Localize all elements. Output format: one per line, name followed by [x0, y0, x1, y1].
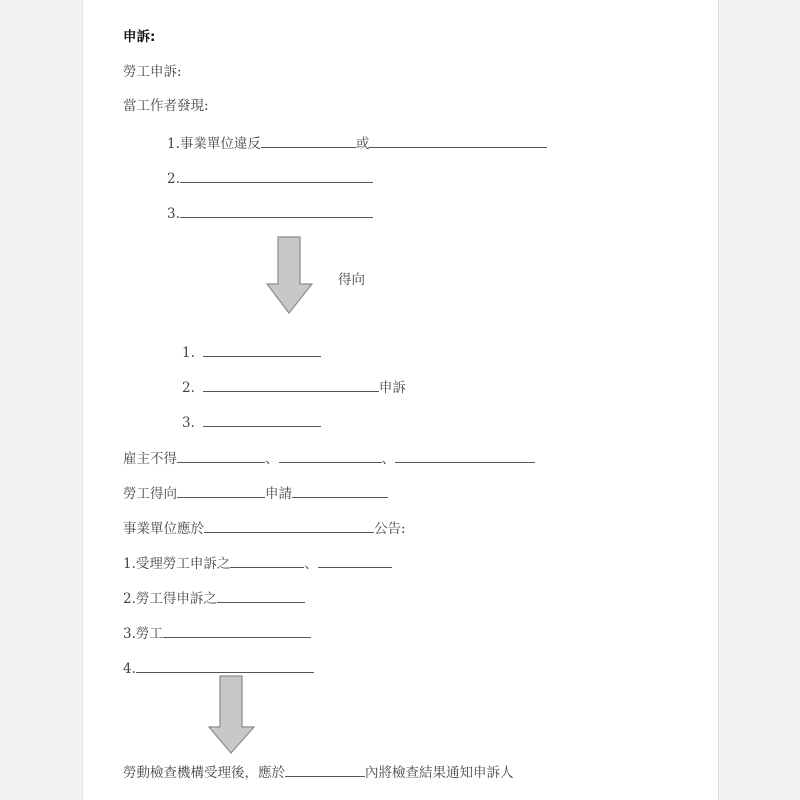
down-arrow-icon [208, 675, 256, 755]
worker-complaint-heading: 勞工申訴: [123, 64, 182, 80]
condition-item-1 [167, 133, 547, 153]
text: 3. [167, 206, 180, 222]
employer-line [123, 448, 535, 468]
text: 雇主不得 [123, 451, 177, 467]
blank [395, 448, 535, 463]
blank [318, 553, 392, 568]
text: 3. [182, 415, 195, 431]
text: 申請 [265, 486, 292, 502]
text: 2. [167, 171, 180, 187]
text: 2. [182, 380, 195, 396]
text: 事業單位應於 [123, 521, 204, 537]
section-title: 申訴: [123, 29, 156, 45]
condition-item-3 [167, 203, 373, 223]
notice-item-2 [123, 588, 305, 608]
blank [203, 412, 321, 427]
notice-item-1 [123, 553, 392, 573]
blank [203, 377, 379, 392]
target-item-3 [182, 412, 321, 432]
blank [369, 133, 547, 148]
blank [136, 658, 314, 673]
blank [180, 168, 373, 183]
blank [261, 133, 356, 148]
down-arrow-icon [266, 236, 314, 316]
when-worker-finds: 當工作者發現: [123, 98, 209, 114]
target-item-2 [182, 377, 406, 397]
text: 3.勞工 [123, 626, 163, 642]
text: 、 [381, 451, 395, 467]
text: 1. [182, 345, 195, 361]
text: 2.勞工得申訴之 [123, 591, 217, 607]
blank [292, 483, 388, 498]
text: 、 [304, 556, 318, 572]
notice-item-3 [123, 623, 311, 643]
blank [285, 762, 365, 777]
text: 勞工得向 [123, 486, 177, 502]
document-page [82, 0, 719, 800]
inspection-line [123, 762, 514, 782]
blank [279, 448, 382, 463]
text: 1.受理勞工申訴之 [123, 556, 231, 572]
blank [163, 623, 311, 638]
text: 或 [355, 136, 370, 152]
blank [177, 448, 265, 463]
text: 、 [265, 451, 279, 467]
blank [203, 342, 321, 357]
blank [204, 518, 374, 533]
text: 4. [123, 661, 136, 677]
blank [230, 553, 304, 568]
worker-apply-line [123, 483, 388, 503]
text: 公告: [374, 521, 406, 537]
arrow-label: 得向 [338, 272, 365, 288]
text: 勞動檢查機構受理後，應於 [123, 765, 285, 781]
blank [217, 588, 305, 603]
blank [180, 203, 373, 218]
text: 1.事業單位違反 [167, 136, 261, 152]
text: 申訴 [378, 380, 406, 396]
target-item-1 [182, 342, 321, 362]
condition-item-2 [167, 168, 373, 188]
text: 內將檢查結果通知申訴人 [365, 765, 514, 781]
blank [177, 483, 265, 498]
notice-line [123, 518, 406, 538]
